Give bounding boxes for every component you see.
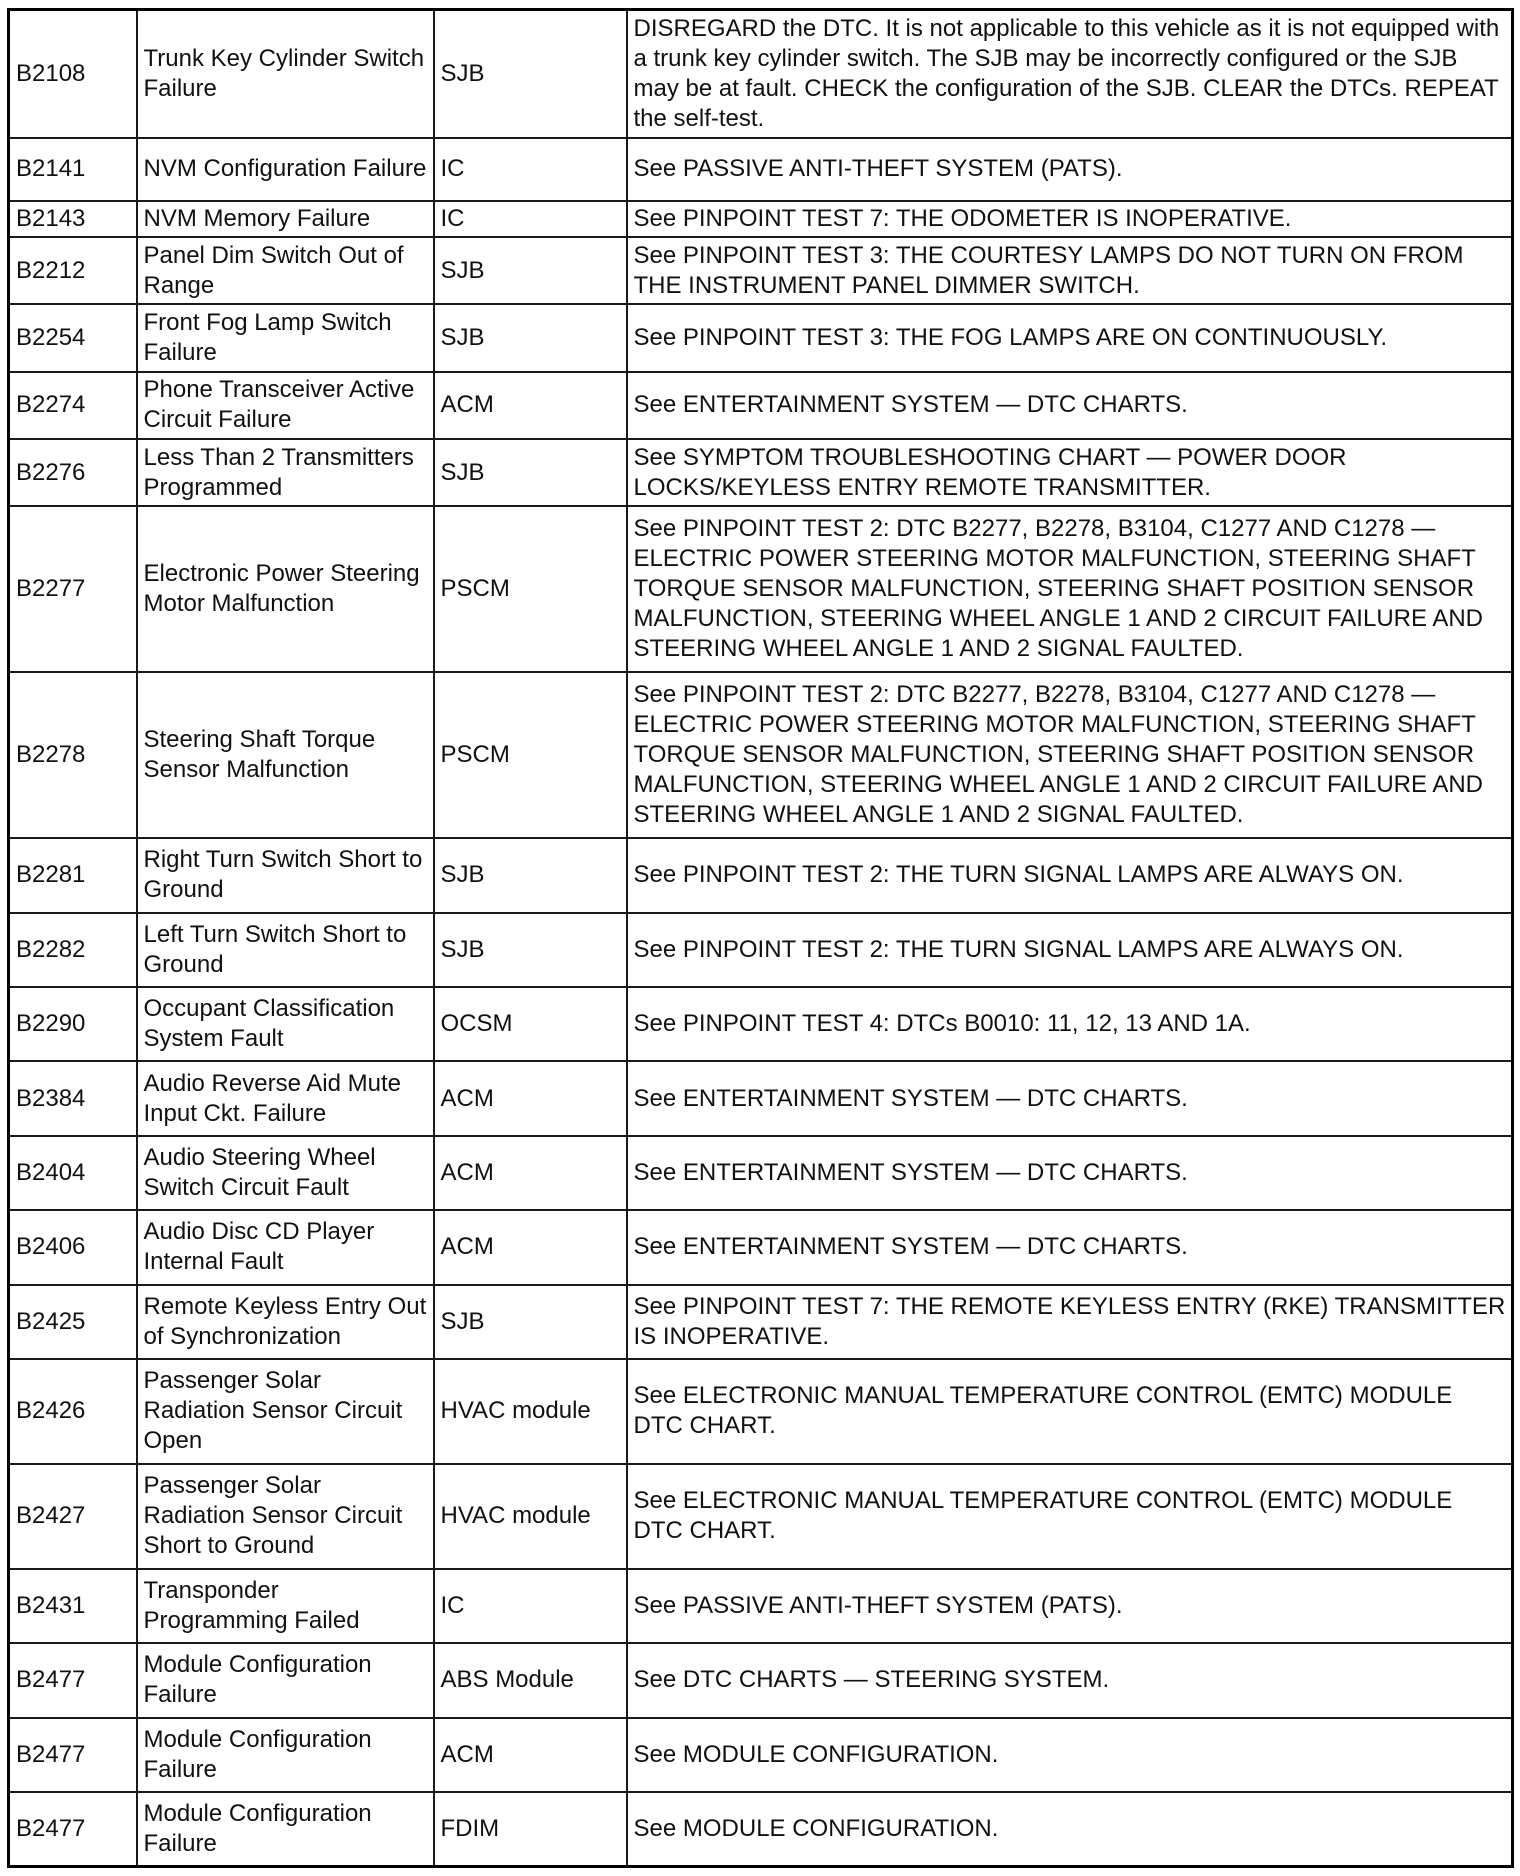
dtc-action: See PINPOINT TEST 2: DTC B2277, B2278, B3104, C1277 AND C1278 — ELECTRIC POWER STEERING MOTOR MALFUNCTION, STEERING SHAFT TORQUE SENSOR MALFUNCTION, STEERING SHAFT POSITION SENSOR MALFUNCTION, STEERING WHEEL ANGLE 1 AND 2 CIRCUIT FAILURE AND STEERING WHEEL ANGLE 1 AND 2 SIGNAL FAULTED. <box>627 506 1513 672</box>
dtc-description: Audio Steering Wheel Switch Circuit Fault <box>137 1136 434 1210</box>
table-row <box>9 913 1513 987</box>
dtc-code: B2384 <box>9 1061 137 1135</box>
table-row <box>9 201 1513 238</box>
dtc-description: Front Fog Lamp Switch Failure <box>137 304 434 371</box>
dtc-action: See PASSIVE ANTI-THEFT SYSTEM (PATS). <box>627 1569 1513 1643</box>
table-row <box>9 1285 1513 1359</box>
dtc-action: See ELECTRONIC MANUAL TEMPERATURE CONTROL (EMTC) MODULE DTC CHART. <box>627 1359 1513 1464</box>
dtc-description: Panel Dim Switch Out of Range <box>137 237 434 304</box>
dtc-module: PSCM <box>434 506 627 672</box>
dtc-action: DISREGARD the DTC. It is not applicable to this vehicle as it is not equipped with a trunk key cylinder switch. The SJB may be incorrectly configured or the SJB may be at fault. CHECK the configuration of the SJB. CLEAR the DTCs. REPEAT the self-test. <box>627 10 1513 139</box>
dtc-code: B2281 <box>9 838 137 912</box>
dtc-code: B2427 <box>9 1464 137 1569</box>
dtc-code: B2141 <box>9 138 137 200</box>
dtc-description: Phone Transceiver Active Circuit Failure <box>137 372 434 439</box>
table-row <box>9 10 1513 139</box>
dtc-module: ACM <box>434 372 627 439</box>
table-row <box>9 838 1513 912</box>
dtc-description: Module Configuration Failure <box>137 1643 434 1717</box>
dtc-code: B2477 <box>9 1718 137 1792</box>
dtc-description: Audio Disc CD Player Internal Fault <box>137 1210 434 1284</box>
dtc-code: B2276 <box>9 439 137 506</box>
dtc-module: SJB <box>434 10 627 139</box>
table-row <box>9 1643 1513 1717</box>
dtc-module: HVAC module <box>434 1359 627 1464</box>
dtc-code: B2282 <box>9 913 137 987</box>
table-row <box>9 372 1513 439</box>
dtc-description: Less Than 2 Transmitters Programmed <box>137 439 434 506</box>
dtc-description: Trunk Key Cylinder Switch Failure <box>137 10 434 139</box>
dtc-description: Left Turn Switch Short to Ground <box>137 913 434 987</box>
dtc-code: B2431 <box>9 1569 137 1643</box>
table-row <box>9 672 1513 838</box>
dtc-code: B2404 <box>9 1136 137 1210</box>
dtc-action: See SYMPTOM TROUBLESHOOTING CHART — POWER DOOR LOCKS/KEYLESS ENTRY REMOTE TRANSMITTER. <box>627 439 1513 506</box>
dtc-code: B2425 <box>9 1285 137 1359</box>
dtc-module: IC <box>434 138 627 200</box>
dtc-module: SJB <box>434 237 627 304</box>
dtc-code: B2254 <box>9 304 137 371</box>
dtc-module: FDIM <box>434 1792 627 1867</box>
table-row <box>9 987 1513 1061</box>
dtc-code: B2277 <box>9 506 137 672</box>
dtc-action: See PINPOINT TEST 3: THE COURTESY LAMPS DO NOT TURN ON FROM THE INSTRUMENT PANEL DIMMER SWITCH. <box>627 237 1513 304</box>
table-row <box>9 506 1513 672</box>
dtc-module: IC <box>434 201 627 238</box>
dtc-action: See PINPOINT TEST 3: THE FOG LAMPS ARE ON CONTINUOUSLY. <box>627 304 1513 371</box>
dtc-action: See ELECTRONIC MANUAL TEMPERATURE CONTROL (EMTC) MODULE DTC CHART. <box>627 1464 1513 1569</box>
table-row <box>9 1718 1513 1792</box>
dtc-action: See PINPOINT TEST 7: THE ODOMETER IS INOPERATIVE. <box>627 201 1513 238</box>
table-row <box>9 1569 1513 1643</box>
dtc-module: PSCM <box>434 672 627 838</box>
dtc-module: ACM <box>434 1718 627 1792</box>
dtc-action: See MODULE CONFIGURATION. <box>627 1792 1513 1867</box>
dtc-code: B2477 <box>9 1792 137 1867</box>
dtc-chart-page <box>7 8 1511 1868</box>
dtc-description: Electronic Power Steering Motor Malfunction <box>137 506 434 672</box>
table-row <box>9 1061 1513 1135</box>
dtc-module: IC <box>434 1569 627 1643</box>
dtc-code: B2426 <box>9 1359 137 1464</box>
dtc-code: B2274 <box>9 372 137 439</box>
table-row <box>9 138 1513 200</box>
dtc-module: ABS Module <box>434 1643 627 1717</box>
dtc-description: Module Configuration Failure <box>137 1718 434 1792</box>
dtc-description: Module Configuration Failure <box>137 1792 434 1867</box>
table-row <box>9 1136 1513 1210</box>
dtc-table <box>7 8 1514 1868</box>
dtc-module: SJB <box>434 838 627 912</box>
dtc-action: See MODULE CONFIGURATION. <box>627 1718 1513 1792</box>
dtc-action: See PINPOINT TEST 4: DTCs B0010: 11, 12, 13 AND 1A. <box>627 987 1513 1061</box>
dtc-action: See ENTERTAINMENT SYSTEM — DTC CHARTS. <box>627 1061 1513 1135</box>
dtc-action: See ENTERTAINMENT SYSTEM — DTC CHARTS. <box>627 1210 1513 1284</box>
dtc-module: HVAC module <box>434 1464 627 1569</box>
table-row <box>9 1792 1513 1867</box>
dtc-module: SJB <box>434 304 627 371</box>
dtc-action: See PINPOINT TEST 7: THE REMOTE KEYLESS ENTRY (RKE) TRANSMITTER IS INOPERATIVE. <box>627 1285 1513 1359</box>
dtc-module: ACM <box>434 1061 627 1135</box>
table-row <box>9 1210 1513 1284</box>
dtc-code: B2278 <box>9 672 137 838</box>
dtc-module: SJB <box>434 439 627 506</box>
dtc-description: Right Turn Switch Short to Ground <box>137 838 434 912</box>
dtc-description: Passenger Solar Radiation Sensor Circuit Open <box>137 1359 434 1464</box>
table-row <box>9 304 1513 371</box>
dtc-action: See PINPOINT TEST 2: DTC B2277, B2278, B3104, C1277 AND C1278 — ELECTRIC POWER STEERING MOTOR MALFUNCTION, STEERING SHAFT TORQUE SENSOR MALFUNCTION, STEERING SHAFT POSITION SENSOR MALFUNCTION, STEERING WHEEL ANGLE 1 AND 2 CIRCUIT FAILURE AND STEERING WHEEL ANGLE 1 AND 2 SIGNAL FAULTED. <box>627 672 1513 838</box>
dtc-description: Transponder Programming Failed <box>137 1569 434 1643</box>
dtc-action: See DTC CHARTS — STEERING SYSTEM. <box>627 1643 1513 1717</box>
table-row <box>9 439 1513 506</box>
dtc-code: B2212 <box>9 237 137 304</box>
dtc-module: SJB <box>434 1285 627 1359</box>
dtc-module: ACM <box>434 1136 627 1210</box>
dtc-code: B2406 <box>9 1210 137 1284</box>
dtc-code: B2108 <box>9 10 137 139</box>
dtc-description: Steering Shaft Torque Sensor Malfunction <box>137 672 434 838</box>
dtc-code: B2477 <box>9 1643 137 1717</box>
dtc-action: See PASSIVE ANTI-THEFT SYSTEM (PATS). <box>627 138 1513 200</box>
dtc-description: Audio Reverse Aid Mute Input Ckt. Failure <box>137 1061 434 1135</box>
dtc-description: Occupant Classification System Fault <box>137 987 434 1061</box>
dtc-action: See PINPOINT TEST 2: THE TURN SIGNAL LAMPS ARE ALWAYS ON. <box>627 838 1513 912</box>
dtc-action: See PINPOINT TEST 2: THE TURN SIGNAL LAMPS ARE ALWAYS ON. <box>627 913 1513 987</box>
dtc-description: NVM Memory Failure <box>137 201 434 238</box>
dtc-module: SJB <box>434 913 627 987</box>
dtc-description: NVM Configuration Failure <box>137 138 434 200</box>
dtc-action: See ENTERTAINMENT SYSTEM — DTC CHARTS. <box>627 1136 1513 1210</box>
dtc-module: ACM <box>434 1210 627 1284</box>
dtc-description: Passenger Solar Radiation Sensor Circuit Short to Ground <box>137 1464 434 1569</box>
dtc-action: See ENTERTAINMENT SYSTEM — DTC CHARTS. <box>627 372 1513 439</box>
dtc-code: B2290 <box>9 987 137 1061</box>
table-row <box>9 237 1513 304</box>
dtc-description: Remote Keyless Entry Out of Synchronization <box>137 1285 434 1359</box>
table-row <box>9 1359 1513 1464</box>
dtc-module: OCSM <box>434 987 627 1061</box>
table-row <box>9 1464 1513 1569</box>
dtc-code: B2143 <box>9 201 137 238</box>
